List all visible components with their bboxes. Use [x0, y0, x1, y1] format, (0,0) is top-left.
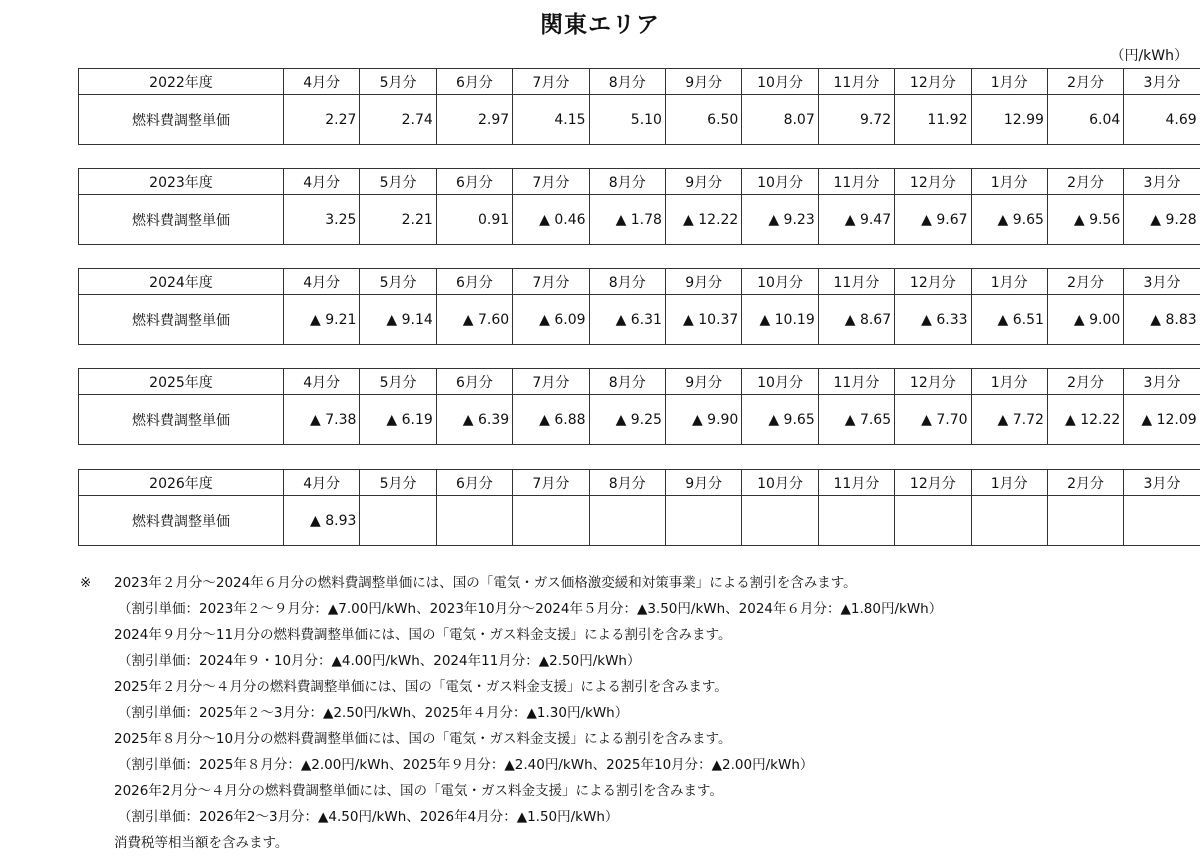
unit-price-cell — [360, 496, 436, 546]
unit-price-cell: 3.25 — [284, 195, 360, 245]
month-header: 4月分 — [284, 369, 360, 395]
month-header: 10月分 — [742, 169, 818, 195]
header-row — [79, 69, 1200, 95]
month-header: 8月分 — [589, 269, 665, 295]
month-header: 3月分 — [1124, 69, 1200, 95]
fiscal-year-table — [78, 68, 1200, 145]
unit-price-cell: 5.10 — [589, 95, 665, 145]
header-row — [79, 470, 1200, 496]
row-label: 燃料費調整単価 — [79, 95, 284, 145]
unit-price-cell: 4.15 — [513, 95, 589, 145]
month-header: 9月分 — [665, 169, 741, 195]
unit-price-cell — [818, 496, 894, 546]
month-header: 2月分 — [1047, 470, 1123, 496]
notes-section — [80, 570, 942, 856]
note-line: （割引単価：2026年2～3月分：▲4.50円/kWh、2026年4月分：▲1.50円/kWh） — [118, 809, 619, 825]
fiscal-year-table — [78, 168, 1200, 245]
header-row — [79, 269, 1200, 295]
value-row — [79, 496, 1200, 546]
fiscal-year-table — [78, 368, 1200, 445]
row-label: 燃料費調整単価 — [79, 395, 284, 445]
unit-price-cell: ▲ 6.19 — [360, 395, 436, 445]
row-label: 燃料費調整単価 — [79, 496, 284, 546]
month-header: 10月分 — [742, 269, 818, 295]
note-line: 2025年２月分～４月分の燃料費調整単価には、国の「電気・ガス料金支援」による割引を含みます。 — [114, 679, 728, 695]
month-header: 6月分 — [436, 69, 512, 95]
unit-price-cell: ▲ 9.25 — [589, 395, 665, 445]
unit-price-cell: 2.97 — [436, 95, 512, 145]
note-line: （割引単価：2024年９・10月分：▲4.00円/kWh、2024年11月分：▲2.50円/kWh） — [118, 653, 641, 669]
month-header: 12月分 — [895, 169, 971, 195]
month-header: 6月分 — [436, 269, 512, 295]
unit-price-cell: ▲ 0.46 — [513, 195, 589, 245]
unit-price-cell: ▲ 1.78 — [589, 195, 665, 245]
unit-price-cell: ▲ 9.47 — [818, 195, 894, 245]
unit-price-cell: ▲ 9.14 — [360, 295, 436, 345]
value-row — [79, 195, 1200, 245]
page-title: 関東エリア — [540, 12, 660, 38]
unit-price-cell: ▲ 7.72 — [971, 395, 1047, 445]
note-lines — [80, 570, 942, 856]
unit-price-cell: 12.99 — [971, 95, 1047, 145]
month-header: 10月分 — [742, 369, 818, 395]
unit-label: （円/kWh） — [1110, 48, 1188, 64]
unit-price-cell: ▲ 9.90 — [665, 395, 741, 445]
unit-price-cell: ▲ 7.60 — [436, 295, 512, 345]
month-header: 1月分 — [971, 169, 1047, 195]
month-header: 2月分 — [1047, 69, 1123, 95]
note-line: 2026年2月分～４月分の燃料費調整単価には、国の「電気・ガス料金支援」による割引を含みます。 — [114, 783, 723, 799]
unit-price-cell: 11.92 — [895, 95, 971, 145]
unit-price-cell: ▲ 8.67 — [818, 295, 894, 345]
month-header: 11月分 — [818, 169, 894, 195]
month-header: 10月分 — [742, 69, 818, 95]
unit-price-cell: ▲ 9.28 — [1124, 195, 1200, 245]
month-header: 7月分 — [513, 269, 589, 295]
month-header: 1月分 — [971, 69, 1047, 95]
unit-price-cell: ▲ 7.65 — [818, 395, 894, 445]
month-header: 6月分 — [436, 169, 512, 195]
unit-price-cell: ▲ 9.00 — [1047, 295, 1123, 345]
unit-price-cell: 2.27 — [284, 95, 360, 145]
month-header: 8月分 — [589, 369, 665, 395]
month-header: 7月分 — [513, 169, 589, 195]
unit-price-cell — [1047, 496, 1123, 546]
month-header: 5月分 — [360, 69, 436, 95]
month-header: 4月分 — [284, 169, 360, 195]
month-header: 3月分 — [1124, 269, 1200, 295]
month-header: 9月分 — [665, 69, 741, 95]
unit-price-cell — [436, 496, 512, 546]
month-header: 2月分 — [1047, 369, 1123, 395]
unit-price-cell: ▲ 12.09 — [1124, 395, 1200, 445]
unit-price-cell: 0.91 — [436, 195, 512, 245]
month-header: 11月分 — [818, 269, 894, 295]
month-header: 8月分 — [589, 470, 665, 496]
month-header: 7月分 — [513, 69, 589, 95]
unit-price-cell — [895, 496, 971, 546]
month-header: 9月分 — [665, 269, 741, 295]
unit-price-cell: ▲ 9.67 — [895, 195, 971, 245]
fiscal-year-label: 2024年度 — [79, 269, 284, 295]
fiscal-year-label: 2022年度 — [79, 69, 284, 95]
unit-price-cell — [742, 496, 818, 546]
month-header: 8月分 — [589, 69, 665, 95]
month-header: 3月分 — [1124, 470, 1200, 496]
unit-price-cell: ▲ 8.83 — [1124, 295, 1200, 345]
month-header: 8月分 — [589, 169, 665, 195]
unit-price-cell: ▲ 7.38 — [284, 395, 360, 445]
month-header: 5月分 — [360, 470, 436, 496]
month-header: 9月分 — [665, 470, 741, 496]
month-header: 12月分 — [895, 369, 971, 395]
unit-price-cell — [589, 496, 665, 546]
month-header: 5月分 — [360, 169, 436, 195]
month-header: 4月分 — [284, 69, 360, 95]
unit-price-cell: ▲ 9.65 — [971, 195, 1047, 245]
month-header: 9月分 — [665, 369, 741, 395]
unit-price-cell — [665, 496, 741, 546]
month-header: 12月分 — [895, 69, 971, 95]
fiscal-year-table — [78, 268, 1200, 345]
month-header: 2月分 — [1047, 169, 1123, 195]
note-line: （割引単価：2025年８月分：▲2.00円/kWh、2025年９月分：▲2.40円/kWh、2025年10月分：▲2.00円/kWh） — [118, 757, 814, 773]
unit-price-cell: ▲ 6.09 — [513, 295, 589, 345]
unit-price-cell: 6.50 — [665, 95, 741, 145]
header-row — [79, 369, 1200, 395]
unit-price-cell: 2.74 — [360, 95, 436, 145]
month-header: 4月分 — [284, 269, 360, 295]
unit-price-cell: 6.04 — [1047, 95, 1123, 145]
month-header: 2月分 — [1047, 269, 1123, 295]
unit-price-cell: ▲ 9.56 — [1047, 195, 1123, 245]
month-header: 3月分 — [1124, 169, 1200, 195]
unit-price-cell: ▲ 8.93 — [284, 496, 360, 546]
unit-price-cell: ▲ 6.33 — [895, 295, 971, 345]
month-header: 1月分 — [971, 369, 1047, 395]
fiscal-year-label: 2025年度 — [79, 369, 284, 395]
month-header: 3月分 — [1124, 369, 1200, 395]
fiscal-year-label: 2026年度 — [79, 470, 284, 496]
month-header: 12月分 — [895, 269, 971, 295]
month-header: 7月分 — [513, 470, 589, 496]
unit-price-cell: ▲ 10.19 — [742, 295, 818, 345]
note-line: 2024年９月分～11月分の燃料費調整単価には、国の「電気・ガス料金支援」による割引を含みます。 — [114, 627, 732, 643]
unit-price-cell: ▲ 6.51 — [971, 295, 1047, 345]
month-header: 6月分 — [436, 470, 512, 496]
value-row — [79, 395, 1200, 445]
unit-price-cell: ▲ 6.88 — [513, 395, 589, 445]
row-label: 燃料費調整単価 — [79, 295, 284, 345]
unit-price-cell: ▲ 7.70 — [895, 395, 971, 445]
unit-price-cell: 2.21 — [360, 195, 436, 245]
month-header: 4月分 — [284, 470, 360, 496]
value-row — [79, 295, 1200, 345]
month-header: 6月分 — [436, 369, 512, 395]
unit-price-cell: 9.72 — [818, 95, 894, 145]
unit-price-cell: ▲ 9.65 — [742, 395, 818, 445]
unit-price-cell: ▲ 12.22 — [665, 195, 741, 245]
unit-price-cell — [513, 496, 589, 546]
unit-price-cell: ▲ 10.37 — [665, 295, 741, 345]
month-header: 10月分 — [742, 470, 818, 496]
unit-price-cell: ▲ 6.39 — [436, 395, 512, 445]
fiscal-year-label: 2023年度 — [79, 169, 284, 195]
month-header: 5月分 — [360, 269, 436, 295]
row-label: 燃料費調整単価 — [79, 195, 284, 245]
unit-price-cell: ▲ 9.21 — [284, 295, 360, 345]
month-header: 5月分 — [360, 369, 436, 395]
fiscal-year-table — [78, 469, 1200, 546]
unit-price-cell: ▲ 12.22 — [1047, 395, 1123, 445]
unit-price-cell — [1124, 496, 1200, 546]
note-line: 2023年２月分～2024年６月分の燃料費調整単価には、国の「電気・ガス価格激変緩和対策事業」による割引を含みます。 — [114, 575, 857, 591]
month-header: 11月分 — [818, 369, 894, 395]
month-header: 1月分 — [971, 269, 1047, 295]
month-header: 11月分 — [818, 69, 894, 95]
note-mark: ※ — [80, 575, 92, 591]
month-header: 11月分 — [818, 470, 894, 496]
note-line: （割引単価：2025年２～3月分：▲2.50円/kWh、2025年４月分：▲1.30円/kWh） — [118, 705, 629, 721]
month-header: 7月分 — [513, 369, 589, 395]
unit-price-cell — [971, 496, 1047, 546]
month-header: 1月分 — [971, 470, 1047, 496]
unit-price-cell: 4.69 — [1124, 95, 1200, 145]
unit-price-cell: ▲ 6.31 — [589, 295, 665, 345]
unit-price-cell: 8.07 — [742, 95, 818, 145]
value-row — [79, 95, 1200, 145]
note-line: （割引単価：2023年２～９月分：▲7.00円/kWh、2023年10月分～2024年５月分：▲3.50円/kWh、2024年６月分：▲1.80円/kWh） — [118, 601, 943, 617]
unit-price-cell: ▲ 9.23 — [742, 195, 818, 245]
note-line: 2025年８月分～10月分の燃料費調整単価には、国の「電気・ガス料金支援」による割引を含みます。 — [114, 731, 732, 747]
month-header: 12月分 — [895, 470, 971, 496]
note-line: 消費税等相当額を含みます。 — [114, 835, 289, 851]
header-row — [79, 169, 1200, 195]
